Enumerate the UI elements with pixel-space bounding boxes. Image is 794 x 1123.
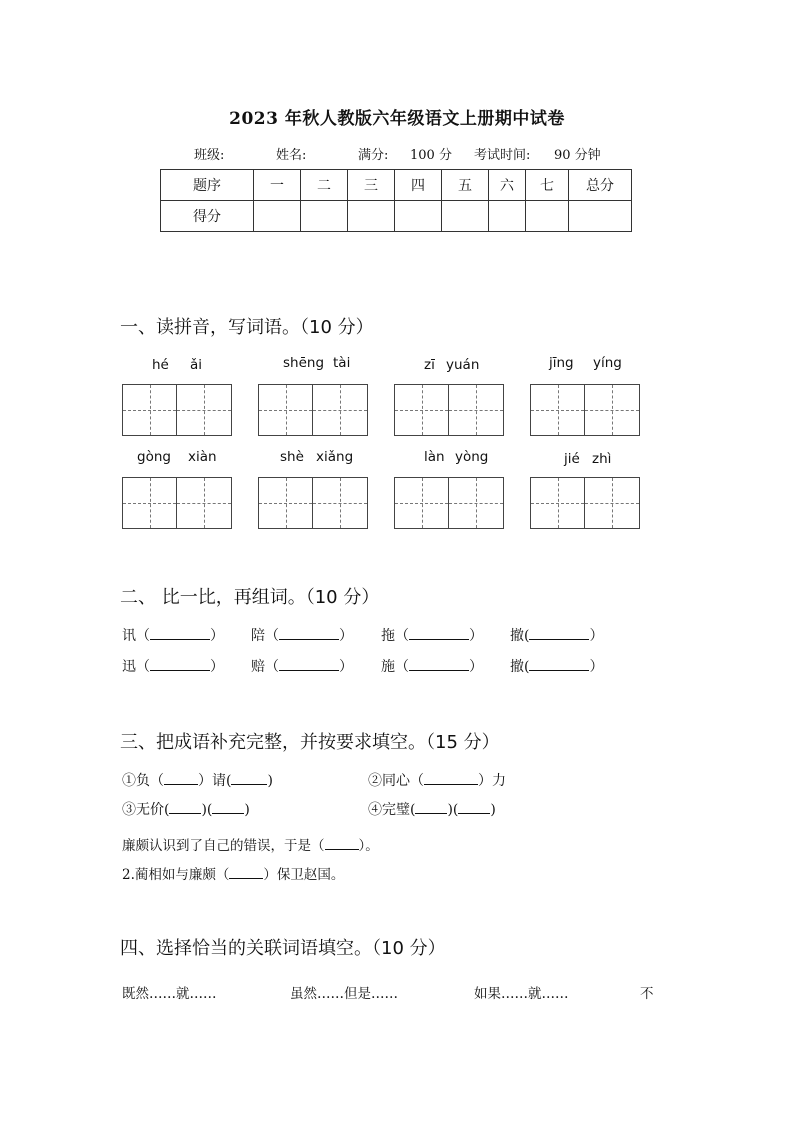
pinyin: xiàn [188,449,217,465]
score-row-label: 得分 [161,201,254,232]
conjunction-option: 既然……就…… [122,986,217,1002]
score-cell[interactable] [526,201,569,232]
pinyin: yíng [593,355,622,371]
score-cell[interactable] [442,201,489,232]
pinyin: zhì [592,451,612,467]
answer-blank[interactable] [458,801,490,814]
pinyin: xiǎng [316,449,354,465]
score-cell[interactable] [254,201,301,232]
score-header-cell: 三 [348,170,395,201]
pinyin: shēng [283,355,325,371]
full-score-value: 100 分 [410,148,452,163]
writing-grid[interactable] [122,477,232,529]
compare-item: 拖（ ） [381,628,483,644]
class-label: 班级: [194,148,225,163]
time-label: 考试时间: [474,148,531,163]
compare-item: 施（ ） [381,659,483,675]
pinyin: jié [564,451,580,467]
pinyin: zī [424,357,435,373]
answer-blank[interactable] [229,866,263,879]
score-cell[interactable] [395,201,442,232]
answer-blank[interactable] [150,627,210,640]
compare-item: 撤( ） [510,659,604,675]
compare-item: 迅（ ） [122,659,224,675]
pinyin: ǎi [190,357,203,373]
writing-grid[interactable] [258,384,368,436]
answer-blank[interactable] [164,772,198,785]
answer-blank[interactable] [150,658,210,671]
writing-grid[interactable] [258,477,368,529]
name-label: 姓名: [276,148,307,163]
score-header-cell: 六 [489,170,526,201]
answer-blank[interactable] [409,627,469,640]
writing-grid[interactable] [394,384,504,436]
pinyin: gòng [137,449,171,465]
time-value: 90 分钟 [554,148,601,163]
answer-blank[interactable] [409,658,469,671]
score-header-cell: 二 [301,170,348,201]
idiom-item: ①负（ ）请( ) [122,773,273,789]
compare-item: 讯（ ） [122,628,224,644]
compare-item: 赔（ ） [251,659,353,675]
answer-blank[interactable] [231,772,267,785]
idiom-item: ③无价( )( ) [122,802,250,818]
answer-blank[interactable] [415,801,447,814]
compare-item: 撤( ） [510,628,604,644]
score-header-cell: 总分 [569,170,632,201]
full-score-label: 满分: [358,148,389,163]
score-table-score-row [161,201,632,232]
pinyin: jīng [549,355,574,371]
score-cell[interactable] [301,201,348,232]
fill-question: 廉颇认识到了自己的错误，于是（ ）。 [122,838,379,854]
pinyin: tài [333,355,351,371]
idiom-item: ②同心（ ）力 [368,773,506,789]
conjunction-option: 虽然……但是…… [290,986,398,1002]
answer-blank[interactable] [424,772,478,785]
pinyin: yòng [455,449,489,465]
answer-blank[interactable] [529,658,589,671]
answer-blank[interactable] [212,801,244,814]
score-header-cell: 七 [526,170,569,201]
score-cell[interactable] [489,201,526,232]
score-header-cell: 题序 [161,170,254,201]
answer-blank[interactable] [279,658,339,671]
idiom-item: ④完璧( )( ) [368,802,496,818]
writing-grid[interactable] [530,477,640,529]
score-cell[interactable] [569,201,632,232]
section3-title: 三、把成语补充完整，并按要求填空。（15 分） [120,732,500,753]
score-header-cell: 一 [254,170,301,201]
score-header-cell: 四 [395,170,442,201]
conjunction-option: 如果……就…… [474,986,569,1002]
answer-blank[interactable] [529,627,589,640]
score-cell[interactable] [348,201,395,232]
section2-title: 二、 比一比，再组词。（10 分） [120,587,380,608]
writing-grid[interactable] [122,384,232,436]
pinyin: shè [280,449,304,465]
answer-blank[interactable] [279,627,339,640]
writing-grid[interactable] [394,477,504,529]
fill-question: 2.蔺相如与廉颇（ ）保卫赵国。 [122,867,345,883]
score-table [160,169,632,232]
score-header-cell: 五 [442,170,489,201]
conjunction-option: 不 [640,986,654,1002]
compare-item: 陪（ ） [251,628,353,644]
pinyin: làn [424,449,445,465]
pinyin: hé [152,357,169,373]
page-title: 2023 年秋人教版六年级语文上册期中试卷 [229,109,565,129]
pinyin: yuán [446,357,480,373]
writing-grid[interactable] [530,384,640,436]
section4-title: 四、选择恰当的关联词语填空。（10 分） [120,938,446,959]
section1-title: 一、读拼音，写词语。（10 分） [120,317,374,338]
answer-blank[interactable] [169,801,201,814]
score-table-header-row [161,170,632,201]
answer-blank[interactable] [325,837,359,850]
